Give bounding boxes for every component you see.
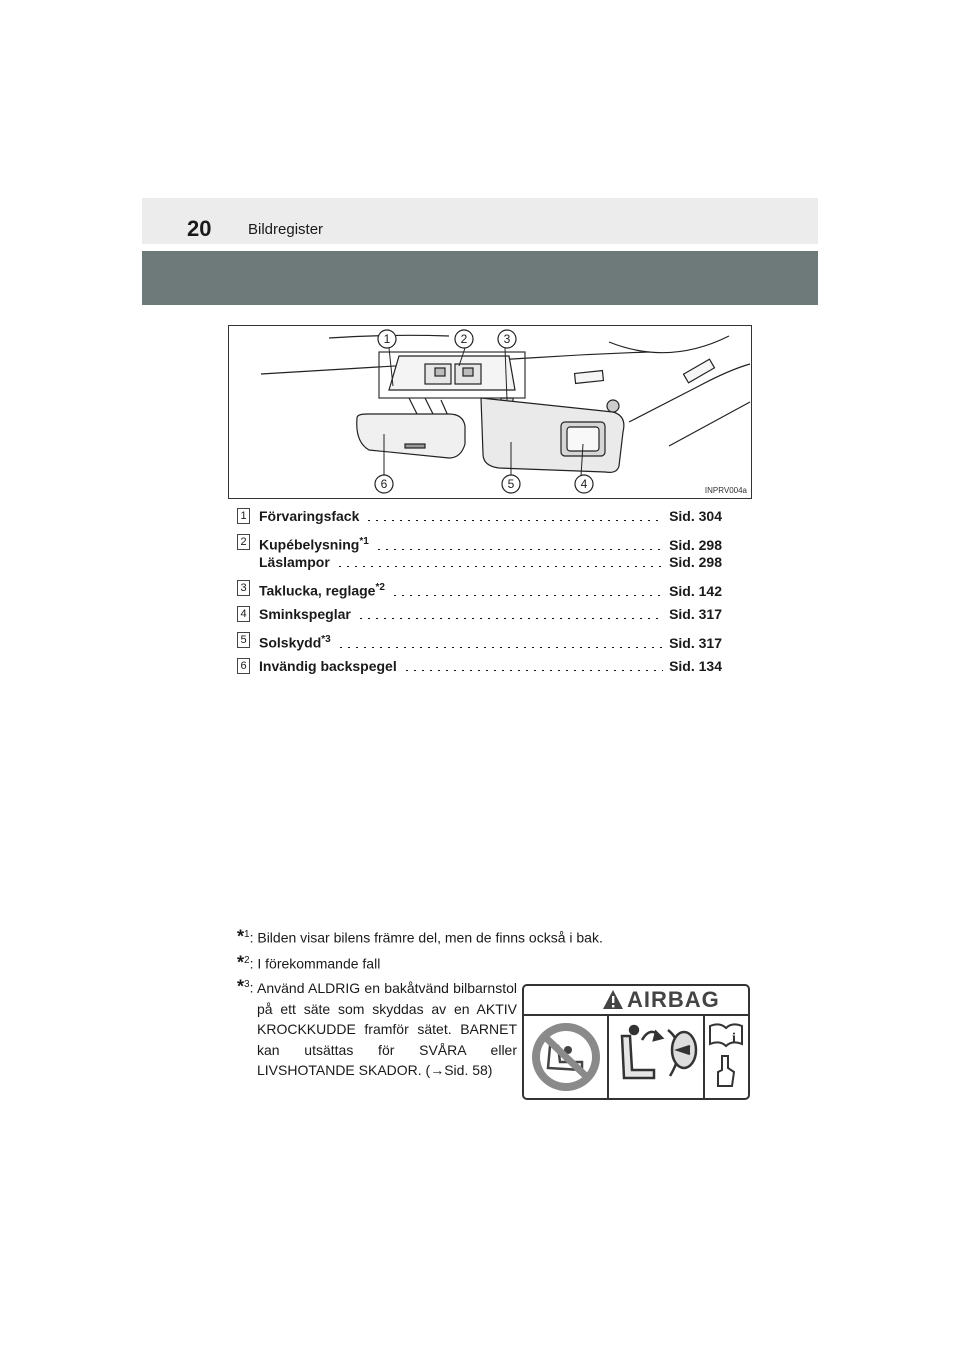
item-page-ref: Sid. 142 — [669, 582, 722, 599]
interior-roof-illustration — [228, 325, 752, 499]
callout-5-label: 5 — [507, 477, 515, 491]
callout-3-label: 3 — [503, 332, 511, 346]
seat-airbag-icon — [622, 1026, 696, 1078]
dot-leader — [336, 566, 663, 567]
item-label: Sminkspeglar — [259, 606, 351, 622]
section-title: Bildregister — [248, 221, 324, 238]
callout-1-label: 1 — [383, 332, 391, 346]
item-page-ref: Sid. 298 — [669, 554, 722, 570]
list-item — [237, 605, 722, 627]
item-label: Förvaringsfack — [259, 508, 360, 524]
section-banner — [142, 251, 818, 305]
warning-triangle-icon — [602, 989, 624, 1010]
dot-leader — [375, 549, 663, 550]
info-manual-icon — [710, 1024, 742, 1086]
dot-leader — [391, 595, 663, 596]
airbag-word: AIRBAG — [627, 987, 720, 1012]
item-label: Kupébelysning$^{*1}$ — [259, 536, 369, 553]
svg-text:i: i — [732, 1031, 736, 1046]
airbag-warning-label — [522, 984, 750, 1100]
item-page-ref: Sid. 317 — [669, 634, 722, 651]
page-number: 20 — [187, 216, 212, 241]
footnote-3-text: Använd ALDRIG en bakåtvänd bilbarnstol på ett säte som skyddas av en AKTIV KROCKKUDDE framför sätet. BARNET kan utsättas för SVÅRA eller LIVSHOTANDE SKADOR. (→Sid. 58) — [257, 980, 517, 1078]
airbag-pictograms — [524, 1016, 748, 1098]
item-number: 6 — [237, 658, 250, 674]
item-number: 5 — [237, 632, 250, 648]
roof-line-drawing — [229, 326, 751, 498]
item-label: Invändig backspegel — [259, 658, 397, 674]
footnote-1: *$^1$: Bilden visar bilens främre del, men de finns också i bak. — [237, 926, 603, 947]
item-page-ref: Sid. 304 — [669, 508, 722, 524]
list-item — [237, 579, 722, 601]
footnote-3-mark: *$^3$: — [237, 976, 254, 997]
item-number: 3 — [237, 580, 250, 596]
list-item — [237, 533, 722, 555]
no-child-seat-icon — [532, 1023, 600, 1091]
item-label: Taklucka, reglage$^{*2}$ — [259, 582, 385, 599]
item-page-ref: Sid. 298 — [669, 536, 722, 553]
dot-leader — [357, 618, 663, 619]
list-item — [237, 657, 722, 679]
dot-leader — [337, 647, 663, 648]
footnote-2: *$^2$: I förekommande fall — [237, 952, 381, 973]
figure-code: INPRV004a — [704, 486, 747, 495]
list-item — [237, 553, 722, 575]
item-page-ref: Sid. 134 — [669, 658, 722, 674]
callout-6-label: 6 — [380, 477, 388, 491]
item-number: 1 — [237, 508, 250, 524]
item-page-ref: Sid. 317 — [669, 606, 722, 622]
item-number: 2 — [237, 534, 250, 550]
item-label: Solskydd$^{*3}$ — [259, 634, 331, 651]
item-label: Läslampor — [259, 554, 330, 570]
dot-leader — [403, 670, 663, 671]
callout-4-label: 4 — [580, 477, 588, 491]
list-item — [237, 631, 722, 653]
callout-2-label: 2 — [460, 332, 468, 346]
header-band — [142, 198, 818, 244]
item-number: 4 — [237, 606, 250, 622]
list-item — [237, 507, 722, 529]
dot-leader — [365, 520, 663, 521]
